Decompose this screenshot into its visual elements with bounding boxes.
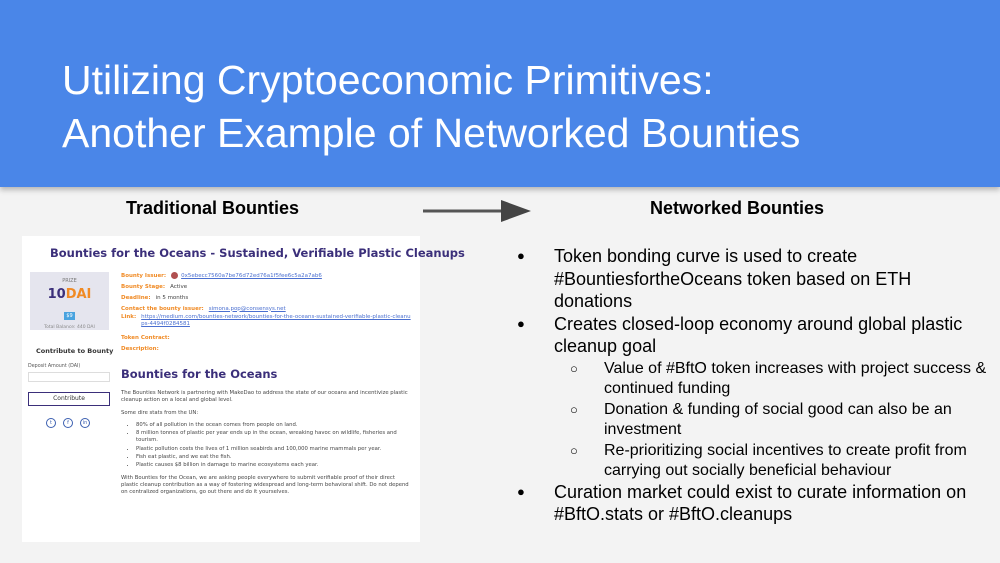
link-label: Link: bbox=[121, 314, 137, 320]
prize-label: PRIZE bbox=[62, 278, 77, 284]
issuer-avatar bbox=[171, 272, 178, 279]
bounty-page-screenshot bbox=[22, 236, 465, 542]
stats-list bbox=[121, 422, 411, 470]
twitter-icon[interactable]: t bbox=[46, 418, 56, 428]
detail-issuer bbox=[121, 270, 411, 281]
bounty-details bbox=[121, 270, 411, 354]
description-body bbox=[121, 390, 411, 502]
contact-label: Contact the bounty issuer: bbox=[121, 305, 204, 312]
detail-link bbox=[121, 314, 411, 332]
list-item: • Plastic causes $8 billion in damage to marine ecosystems each year. bbox=[136, 462, 411, 469]
contact-email-link[interactable]: simona.pop@consensys.net bbox=[208, 305, 286, 312]
slide-title-line-1: Utilizing Cryptoeconomic Primitives: bbox=[62, 57, 714, 103]
bullet-closed-loop-economy: ● Creates closed-loop economy around global plastic cleanup goal bbox=[517, 313, 992, 358]
bullet-curation-market: ● Curation market could exist to curate information on #BftO.stats or #BftO.cleanups bbox=[517, 481, 992, 526]
bounty-title: Bounties for the Oceans - Sustained, Verifiable Plastic Cleanups bbox=[50, 246, 465, 260]
prize-currency: DAI bbox=[65, 287, 92, 302]
social-share-icons bbox=[46, 418, 90, 428]
slide-header bbox=[0, 0, 1000, 187]
right-arrow-icon bbox=[423, 200, 533, 222]
issuer-label: Bounty Issuer: bbox=[121, 272, 167, 279]
prize-amount-value: 10 bbox=[47, 287, 66, 302]
description-intro: The Bounties Network is partnering with MakeDao to address the state of our oceans and incentivize plastic cleanup action on a local and global level. bbox=[121, 390, 408, 404]
facebook-icon[interactable]: f bbox=[63, 418, 73, 428]
issuer-address-link[interactable]: 0x5ebecc7560a7be76d72ed76a1f5fee6c5a2a7ab6 bbox=[181, 272, 322, 279]
list-item: • 80% of all pollution in the ocean comes from people on land. bbox=[136, 422, 411, 429]
bullet-token-bonding-curve: ● Token bonding curve is used to create #BountiesfortheOceans token based on ETH donations bbox=[517, 245, 992, 313]
prize-usd-badge: $9 bbox=[66, 313, 73, 319]
description-heading: Bounties for the Oceans bbox=[121, 367, 278, 381]
networked-bounties-bullets bbox=[517, 245, 992, 526]
detail-deadline bbox=[121, 292, 411, 303]
left-column-heading: Traditional Bounties bbox=[126, 198, 300, 218]
token-contract-label: Token Contract: bbox=[121, 334, 170, 341]
detail-stage bbox=[121, 281, 411, 292]
detail-description bbox=[121, 343, 411, 354]
description-closing: With Bounties for the Ocean, we are asking people everywhere to submit verifiable proof of their direct plastic cleanup contribution as a way of fostering widespread and long-term behavioral shift. Do not depend on centralized organizations, go out there and do it yourselves. bbox=[121, 474, 409, 496]
right-column-heading: Networked Bounties bbox=[650, 198, 825, 218]
contribute-button[interactable]: Contribute bbox=[28, 392, 110, 406]
deadline-value: in 5 months bbox=[155, 294, 189, 301]
list-item: • Plastic pollution costs the lives of 1 million seabirds and 100,000 marine mammals per year. bbox=[136, 446, 411, 453]
deposit-amount-label: Deposit Amount (DAI) bbox=[28, 364, 81, 369]
prize-amount bbox=[30, 287, 109, 302]
prize-total-balance: Total Balance: 440 DAI bbox=[44, 325, 95, 330]
sub-bullet-social-incentives: ○ Re-prioritizing social incentives to create profit from carrying out socially beneficial behaviour bbox=[517, 441, 992, 481]
description-label: Description: bbox=[121, 345, 159, 352]
stats-intro: Some dire stats from the UN: bbox=[121, 409, 199, 416]
linkedin-icon[interactable]: in bbox=[80, 418, 90, 428]
sub-bullet-donation-investment: ○ Donation & funding of social good can also be an investment bbox=[517, 400, 992, 440]
list-item: • 8 million tonnes of plastic per year ends up in the ocean, wreaking havoc on wildlife, fisheries and tourism. bbox=[136, 430, 411, 445]
detail-contact bbox=[121, 303, 411, 314]
deposit-amount-input[interactable] bbox=[28, 372, 110, 382]
stage-value: Active bbox=[170, 283, 188, 290]
sub-bullet-token-value: ○ Value of #BftO token increases with project success & continued funding bbox=[517, 359, 992, 399]
slide-title-line-2: Another Example of Networked Bounties bbox=[62, 110, 801, 156]
medium-article-link[interactable]: https://medium.com/bounties-network/bounties-for-the-oceans-sustained-verifiable-plastic-cleanups-4494f0284581 bbox=[141, 314, 411, 327]
contribute-heading: Contribute to Bounty bbox=[36, 347, 114, 355]
list-item: • Fish eat plastic, and we eat the fish. bbox=[136, 454, 411, 461]
stage-label: Bounty Stage: bbox=[121, 283, 166, 290]
detail-token-contract bbox=[121, 332, 411, 343]
prize-box bbox=[30, 272, 109, 330]
deadline-label: Deadline: bbox=[121, 294, 151, 301]
